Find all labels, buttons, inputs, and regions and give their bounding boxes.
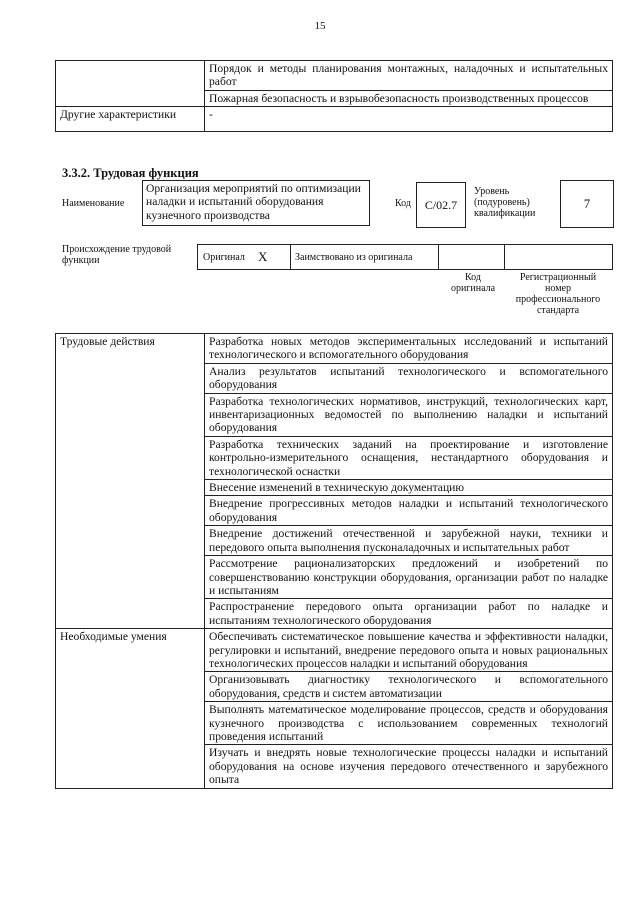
code-label: Код bbox=[395, 198, 411, 209]
main-table bbox=[55, 333, 613, 789]
page-number: 15 bbox=[314, 20, 326, 32]
top-table-label-cell bbox=[56, 61, 205, 107]
table-cell: Обеспечивать систематическое повышение качества и эффективности наладки, регулировки и испытаний, внедрение передового опыта и новых рациональных технологических процессов наладки и испытаний оборудования bbox=[205, 629, 613, 672]
origin-box bbox=[197, 244, 613, 270]
original-mark: Х bbox=[258, 249, 268, 264]
code-box: С/02.7 bbox=[416, 182, 466, 228]
table-cell: Разработка технических заданий на проектирование и изготовление контрольно-измерительного оснащения, нестандартного оборудования и технологической оснастки bbox=[205, 436, 613, 479]
level-label: Уровень (подуровень) квалификации bbox=[474, 186, 536, 219]
top-table-label-cell: Другие характеристики bbox=[56, 107, 205, 132]
table-cell: Разработка технологических нормативов, инструкций, технологических карт, инвентаризационных ведомостей по выполнению наладки и испытаний оборудования bbox=[205, 393, 613, 436]
table-cell: Внедрение прогрессивных методов наладки и испытаний технологического оборудования bbox=[205, 496, 613, 526]
row-group-label: Трудовые действия bbox=[56, 334, 205, 629]
origin-label: Происхождение трудовой функции bbox=[62, 244, 172, 266]
table-cell: Распространение передового опыта организации работ по наладке и испытаниям технологического оборудования bbox=[205, 599, 613, 629]
table-cell: Разработка новых методов экспериментальных исследований и испытаний технологического и вспомогательного оборудования bbox=[205, 334, 613, 364]
table-cell: Организовывать диагностику технологического и вспомогательного оборудования, средств и систем автоматизации bbox=[205, 672, 613, 702]
function-name-box: Организация мероприятий по оптимизации наладки и испытаний оборудования кузнечного производства bbox=[142, 180, 370, 226]
origin-code-cell bbox=[438, 245, 505, 269]
original-cell bbox=[198, 245, 291, 269]
table-cell: Внесение изменений в техническую документацию bbox=[205, 480, 613, 496]
table-row bbox=[56, 334, 613, 364]
row-group-label: Необходимые умения bbox=[56, 629, 205, 788]
top-table-cell: - bbox=[205, 107, 613, 132]
table-row bbox=[56, 629, 613, 672]
table-cell: Выполнять математическое моделирование процессов, средств и оборудования кузнечного производства с использованием современных технологий проведения испытаний bbox=[205, 702, 613, 745]
table-cell: Рассмотрение рационализаторских предложений и изобретений по совершенствованию конструкции оборудования, организации работ по наладке и испытаниям bbox=[205, 556, 613, 599]
reg-number-caption: Регистрационный номер профессионального стандарта bbox=[515, 272, 601, 316]
table-cell: Анализ результатов испытаний технологического и вспомогательного оборудования bbox=[205, 363, 613, 393]
borrowed-label: Заимствовано из оригинала bbox=[295, 252, 413, 263]
borrowed-cell bbox=[290, 245, 439, 269]
name-label: Наименование bbox=[62, 198, 125, 209]
top-table-cell: Пожарная безопасность и взрывобезопасность производственных процессов bbox=[205, 90, 613, 106]
top-table-cell: Порядок и методы планирования монтажных, наладочных и испытательных работ bbox=[205, 61, 613, 91]
table-cell: Внедрение достижений отечественной и зарубежной науки, техники и передового опыта выполнения пусконаладочных и испытательных работ bbox=[205, 526, 613, 556]
table-cell: Изучать и внедрять новые технологические процессы наладки и испытаний оборудования на основе изучения передового отечественного и зарубежного опыта bbox=[205, 745, 613, 788]
top-table bbox=[55, 60, 613, 132]
section-title: 3.3.2. Трудовая функция bbox=[62, 166, 199, 180]
origin-code-caption: Код оригинала bbox=[450, 272, 496, 294]
level-box: 7 bbox=[560, 180, 614, 228]
original-label: Оригинал bbox=[203, 252, 245, 263]
